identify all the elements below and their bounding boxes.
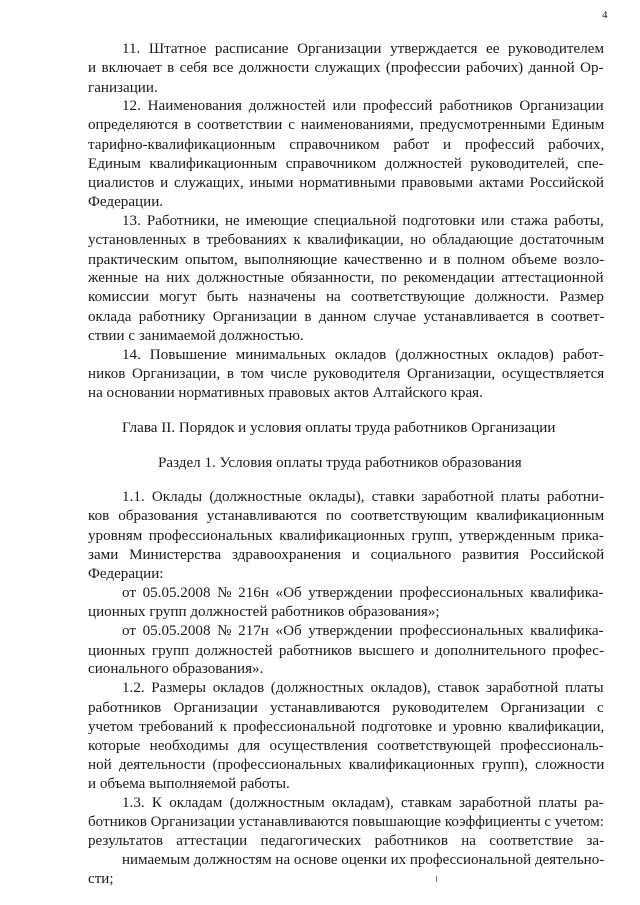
- text-line: от 05.05.2008 № 216н «Об утверждении профессиональных квалифика-: [122, 585, 604, 602]
- text-line: 13. Работники, не имеющие специальной подготовки или стажа работы,: [122, 213, 604, 229]
- text-line: и объема выполняемой работы.: [88, 776, 290, 793]
- text-line: ников Организации, в том числе руководителя Организации, осуществляется: [88, 366, 605, 383]
- text-line: уровням профессиональных квалификационных групп, утвержденным прика-: [88, 527, 604, 544]
- text-line: сти;: [88, 871, 114, 887]
- text-line: ной деятельности (профессиональных квалификационных групп), сложности: [88, 757, 605, 774]
- text-line: ционных групп должностей работников образования»;: [88, 604, 440, 620]
- text-line: установленных в требованиях к квалификации, но обладающие достаточным: [88, 231, 605, 248]
- text-line: циалистов и служащих, иными нормативными правовыми актами Российской: [88, 174, 604, 191]
- text-line: оклада работнику Организации в данном случае устанавливается в соответ-: [88, 308, 605, 325]
- text-line: учетом требований к профессиональной подготовке и уровню квалификации,: [88, 718, 605, 735]
- text-line: и включает в себя все должности служащих (профессии рабочих) данной Ор-: [88, 59, 604, 76]
- text-line: ботников Организации устанавливаются повышающие коэффициенты с учетом:: [88, 813, 604, 830]
- text-line: зами Министерства здравоохранения и социального развития Российской: [88, 546, 605, 563]
- page-number: 4: [602, 9, 608, 21]
- text-line: Федерации.: [88, 194, 164, 211]
- text-line: 1.2. Размеры окладов (должностных окладов), ставок заработной платы: [122, 680, 604, 697]
- text-line: сионального образования».: [88, 661, 264, 678]
- text-line: работников Организации устанавливаются руководителем Организации с: [88, 699, 604, 716]
- text-line: ганизации.: [88, 79, 158, 96]
- text-line: ков образования устанавливаются по соответствующим квалификационным: [88, 508, 605, 525]
- text-line: на основании нормативных правовых актов Алтайского края.: [88, 385, 483, 401]
- text-line: женные на них должностные обязанности, по рекомендации аттестационной: [88, 270, 604, 287]
- text-line: 1.3. К окладам (должностным окладам), ставкам заработной платы ра-: [122, 794, 604, 811]
- text-line: ствии с занимаемой должностью.: [88, 327, 304, 344]
- text-line: определяются в соответствии с наименованиями, предусмотренными Единым: [88, 117, 605, 134]
- text-line: 12. Наименования должностей или профессий работников Организации: [122, 98, 604, 115]
- text-line: которые необходимы для осуществления соответствующей профессиональ-: [88, 737, 604, 754]
- chapter-heading: Глава II. Порядок и условия оплаты труда работников Организации: [122, 419, 556, 436]
- text-line: нимаемым должностям на основе оценки их профессиональной деятельно-: [122, 852, 605, 869]
- text-line: ционных групп должностей работников высшего и дополнительного профес-: [88, 642, 605, 659]
- text-line: результатов аттестации педагогических работников на соответствие за-: [88, 833, 605, 850]
- text-line: тарифно-квалификационным справочником работ и профессий рабочих,: [88, 136, 605, 153]
- section-heading: Раздел 1. Условия оплаты труда работников образования: [158, 454, 522, 471]
- text-line: Федерации:: [88, 565, 164, 582]
- text-line: практическим опытом, выполняющие качественно и в полном объеме возло-: [88, 251, 605, 268]
- text-line: 1.1. Оклады (должностные оклады), ставки заработной платы работни-: [122, 489, 604, 506]
- scan-mark: [436, 876, 437, 882]
- text-line: 11. Штатное расписание Организации утверждается ее руководителем: [122, 41, 605, 57]
- text-line: от 05.05.2008 № 217н «Об утверждении профессиональных квалифика-: [122, 622, 604, 639]
- text-line: комиссии могут быть назначены на соответствующие должности. Размер: [88, 289, 604, 306]
- text-line: Единым квалификационным справочником должностей руководителей, спе-: [88, 155, 604, 172]
- text-line: 14. Повышение минимальных окладов (должностных окладов) работ-: [122, 346, 604, 363]
